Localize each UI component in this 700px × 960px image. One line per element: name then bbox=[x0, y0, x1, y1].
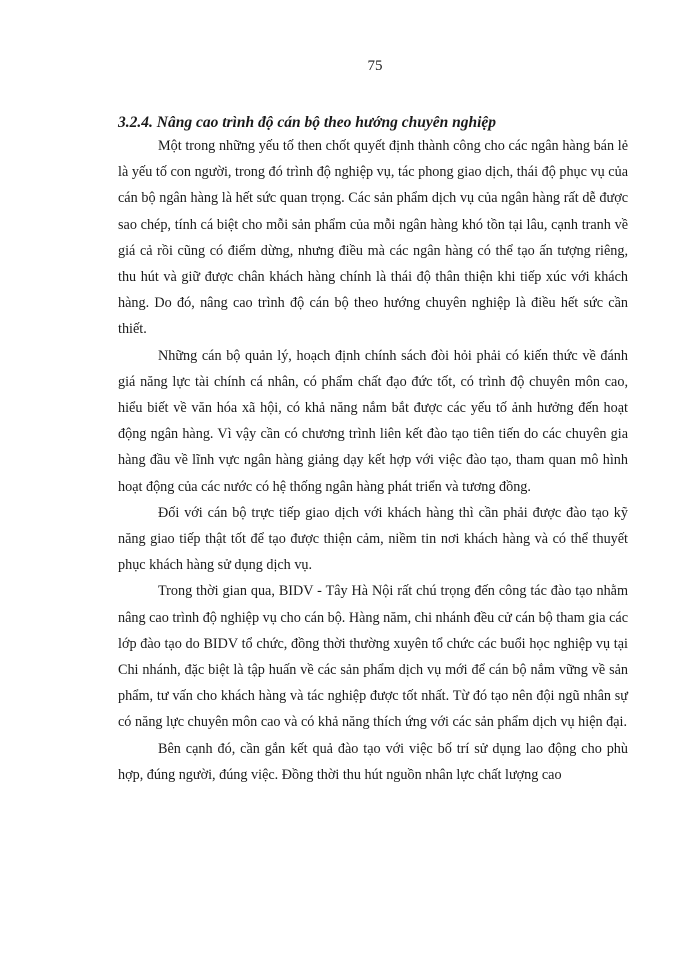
paragraph: Đối với cán bộ trực tiếp giao dịch với khách hàng thì cần phải được đào tạo kỹ năng giao tiếp thật tốt để tạo được thiện cảm, niềm tin nơi khách hàng và có thể thuyết phục khách hàng sử dụng dịch vụ. bbox=[118, 504, 628, 574]
paragraph: Bên cạnh đó, cần gắn kết quả đào tạo với việc bố trí sử dụng lao động cho phù hợp, đúng người, đúng việc. Đồng thời thu hút nguồn nhân lực chất lượng cao bbox=[118, 740, 628, 783]
paragraph: Một trong những yếu tố then chốt quyết định thành công cho các ngân hàng bán lẻ là yếu tố con người, trong đó trình độ nghiệp vụ, tác phong giao dịch, thái độ phục vụ của cán bộ ngân hàng là hết sức quan trọng. Các sản phẩm dịch vụ của ngân hàng rất dễ được sao chép, tính cá biệt cho mỗi sản phẩm của mỗi ngân hàng khó tồn tại lâu, cạnh tranh về giá cả rồi cũng có điểm dừng, nhưng điều mà các ngân hàng có thể tạo ấn tượng riêng, thu hút và giữ được chân khách hàng chính là thái độ thân thiện khi tiếp xúc với khách hàng. Do đó, nâng cao trình độ cán bộ theo hướng chuyên nghiệp là điều hết sức cần thiết. bbox=[118, 138, 628, 338]
paragraph: Những cán bộ quản lý, hoạch định chính sách đòi hỏi phải có kiến thức về đánh giá năng lực tài chính cá nhân, có phẩm chất đạo đức tốt, có trình độ chuyên môn cao, hiểu biết về văn hóa xã hội, có khả năng nắm bắt được các yếu tố ảnh hưởng đến hoạt động ngân hàng. Vì vậy cần có chương trình liên kết đào tạo tiên tiến do các chuyên gia hàng đầu về lĩnh vực ngân hàng giảng dạy kết hợp với việc đào tạo, tham quan mô hình hoạt động của các nước có hệ thống ngân hàng phát triển và tương đồng. bbox=[118, 347, 628, 495]
body-text bbox=[118, 133, 628, 788]
section-heading: 3.2.4. Nâng cao trình độ cán bộ theo hướng chuyên nghiệp bbox=[118, 114, 497, 131]
paragraph: Trong thời gian qua, BIDV - Tây Hà Nội rất chú trọng đến công tác đào tạo nhằm nâng cao trình độ nghiệp vụ cho cán bộ. Hàng năm, chi nhánh đều cử cán bộ tham gia các lớp đào tạo do BIDV tổ chức, đồng thời thường xuyên tổ chức các buổi học nghiệp vụ tại Chi nhánh, đặc biệt là tập huấn về các sản phẩm dịch vụ mới để cán bộ nắm vững về sản phẩm, tư vấn cho khách hàng và tác nghiệp được tốt nhất. Từ đó tạo nên đội ngũ nhân sự có năng lực chuyên môn cao và có khả năng thích ứng với các sản phẩm dịch vụ hiện đại. bbox=[118, 583, 628, 731]
page-number: 75 bbox=[367, 58, 383, 74]
